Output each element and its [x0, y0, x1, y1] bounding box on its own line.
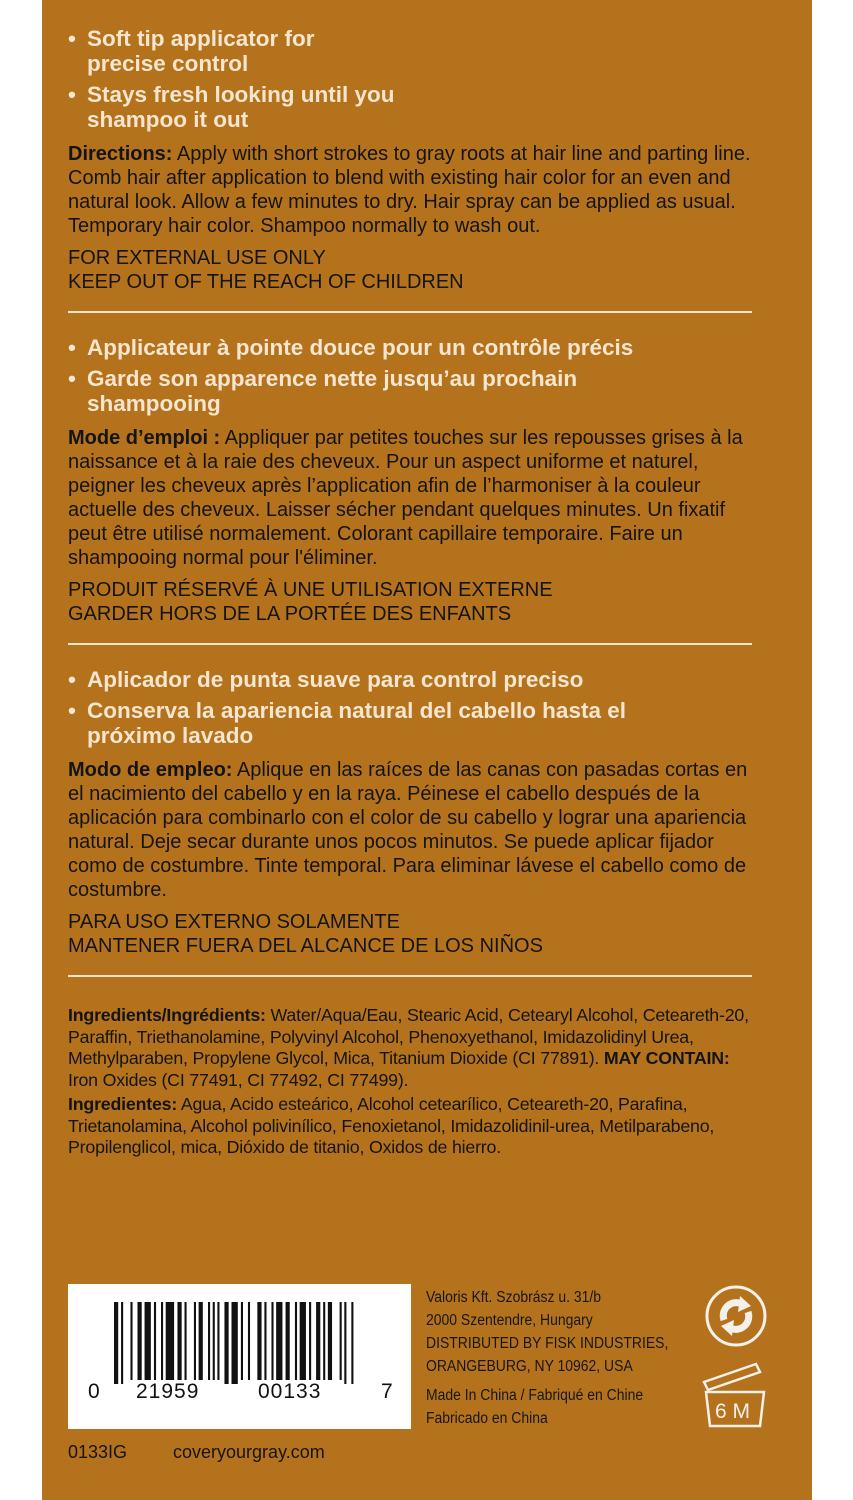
address-line: Valoris Kft. Szobrász u. 31/b	[426, 1289, 601, 1306]
barcode-bar	[145, 1302, 151, 1380]
directions-text: Appliquer par petites touches sur les repousses grises à la naissance et à la raie des cheveux. Pour un aspect uniforme et naturel, peigner les cheveux après l’application afin de l’harmoniser à la couleur actuelle des cheveux. Laisser sécher pendant quelques minutes. Un fixatif peut être utilisé normalement. Colorant capillaire temporaire. Faire un shampooing normal pour l'éliminer.	[68, 427, 743, 569]
ingredients-text: Water/Aqua/Eau, Stearic Acid, Cetearyl Alcohol, Ceteareth-20, Paraffin, Triethanolamine, Polyvinyl Alcohol, Phenoxyethanol, Imidazolidinyl Urea, Methylparaben, Propylene Glycol, Mica, Titanium Dioxide (CI 77891).	[68, 1005, 749, 1068]
barcode-bar	[316, 1302, 320, 1380]
barcode-lead-digit: 0	[88, 1380, 101, 1403]
section-divider	[68, 975, 752, 977]
barcode-bar	[224, 1302, 228, 1384]
ingredientes-label: Ingredientes:	[68, 1094, 178, 1114]
barcode-bar	[130, 1302, 132, 1380]
open-jar-icon	[698, 1360, 772, 1437]
company-address	[426, 1286, 678, 1430]
directions-label: Directions:	[68, 143, 173, 165]
english-warnings: FOR EXTERNAL USE ONLY KEEP OUT OF THE REACH OF CHILDREN	[68, 247, 464, 293]
barcode-bar	[138, 1302, 142, 1380]
barcode-bar	[114, 1302, 118, 1384]
english-section	[68, 26, 758, 294]
french-bullet-2: • Garde son apparence nette jusqu’au prochain shampooing	[68, 366, 578, 416]
barcode-bar	[161, 1302, 163, 1380]
barcode-bars	[114, 1302, 374, 1384]
address-line: ORANGEBURG, NY 10962, USA	[426, 1358, 633, 1375]
barcode-bar	[213, 1302, 215, 1380]
french-directions	[68, 426, 758, 570]
barcode	[68, 1284, 411, 1429]
ingredients-label: Ingredients/Ingrédients:	[68, 1005, 266, 1025]
barcode-bar	[286, 1302, 290, 1380]
label-panel	[42, 0, 812, 1500]
directions-text: Aplique en las raíces de las canas con pasadas cortas en el nacimiento del cabello y en la raya. Péinese el cabello después de la aplicación para combinarlo con el color de su cabello y lograr una apariencia natural. Deje secar durante unos pocos minutos. Se puede aplicar fijador como de costumbre. Tinte temporal. Para eliminar lávese el cabello como de costumbre.	[68, 759, 748, 901]
bullet-dot: •	[68, 82, 76, 107]
ingredients-es	[68, 1094, 758, 1159]
barcode-bar	[309, 1302, 311, 1380]
barcode-right-group: 00133	[258, 1380, 322, 1403]
origin-line: Fabricado en China	[426, 1410, 548, 1427]
barcode-bar	[194, 1302, 196, 1380]
bullet-dot: •	[68, 335, 76, 360]
french-bullet-1: • Applicateur à pointe douce pour un contrôle précis	[68, 335, 634, 360]
bullet-dot: •	[68, 698, 76, 723]
barcode-bar	[340, 1302, 342, 1380]
ingredients-en-fr	[68, 1005, 758, 1091]
bullet-dot: •	[68, 26, 76, 51]
french-warnings: PRODUIT RÉSERVÉ À UNE UTILISATION EXTERNE GARDER HORS DE LA PORTÉE DES ENFANTS	[68, 579, 553, 625]
directions-text: Apply with short strokes to gray roots at hair line and parting line. Comb hair after application to blend with existing hair color for an even and natural look. Allow a few minutes to dry. Hair spray can be applied as usual. Temporary hair color. Shampoo normally to wash out.	[68, 143, 751, 237]
address-line: DISTRIBUTED BY FISK INDUSTRIES,	[426, 1335, 669, 1352]
spanish-warnings: PARA USO EXTERNO SOLAMENTE MANTENER FUERA DEL ALCANCE DE LOS NIÑOS	[68, 911, 543, 957]
barcode-bar	[177, 1302, 181, 1380]
barcode-bar	[241, 1302, 243, 1380]
may-contain-text: Iron Oxides (CI 77491, CI 77492, CI 77499).	[68, 1069, 409, 1090]
barcode-bar	[328, 1302, 332, 1380]
barcode-bar	[271, 1302, 273, 1380]
label-content	[68, 26, 758, 1159]
barcode-bar	[276, 1302, 282, 1380]
bottom-info	[68, 1284, 768, 1434]
barcode-bar	[208, 1302, 210, 1380]
spanish-bullet-1: • Aplicador de punta suave para control preciso	[68, 667, 584, 692]
section-divider	[68, 643, 752, 645]
english-directions	[68, 142, 758, 238]
french-section	[68, 335, 758, 626]
barcode-bar	[351, 1302, 353, 1384]
origin-line: Made In China / Fabriqué en Chine	[426, 1387, 644, 1404]
barcode-bar	[232, 1302, 238, 1384]
barcode-bar	[257, 1302, 261, 1380]
barcode-bar	[121, 1302, 123, 1384]
may-contain-label: MAY CONTAIN:	[603, 1048, 730, 1068]
barcode-bar	[300, 1302, 306, 1380]
barcode-bar	[154, 1302, 156, 1380]
footer	[68, 1441, 325, 1463]
barcode-bar	[264, 1302, 266, 1380]
barcode-bar	[295, 1302, 297, 1380]
pao-label: 6 M	[715, 1400, 751, 1423]
website-link[interactable]: coveryourgray.com	[173, 1442, 325, 1462]
barcode-bar	[199, 1302, 203, 1380]
barcode-bar	[323, 1302, 325, 1380]
barcode-left-group: 21959	[136, 1380, 200, 1403]
recycle-icon	[704, 1284, 768, 1353]
spanish-bullet-2: • Conserva la apariencia natural del cabello hasta el próximo lavado	[68, 698, 626, 748]
bullet-dot: •	[68, 366, 76, 391]
barcode-bar	[344, 1302, 346, 1384]
barcode-check-digit: 7	[381, 1380, 394, 1403]
spanish-directions	[68, 758, 758, 902]
ingredientes-text: Agua, Acido esteárico, Alcohol cetearílico, Ceteareth-20, Parafina, Trietanolamina, Alcohol polivinílico, Fenoxietanol, Imidazolidinil-urea, Metilparabeno, Propilenglicol, mica, Dióxido de titanio, Oxidos de hierro.	[68, 1094, 715, 1157]
barcode-bar	[217, 1302, 219, 1380]
english-bullet-2: • Stays fresh looking until you shampoo it out	[68, 82, 395, 132]
section-divider	[68, 311, 752, 313]
english-bullet-1: • Soft tip applicator for precise control	[68, 26, 315, 76]
barcode-bar	[166, 1302, 174, 1380]
spanish-section	[68, 667, 758, 958]
product-code: 0133IG	[68, 1442, 128, 1462]
directions-label: Modo de empleo:	[68, 759, 233, 781]
address-line: 2000 Szentendre, Hungary	[426, 1312, 593, 1329]
barcode-bar	[248, 1302, 250, 1380]
bullet-dot: •	[68, 667, 76, 692]
directions-label: Mode d’emploi :	[68, 427, 221, 449]
barcode-bar	[185, 1302, 187, 1380]
